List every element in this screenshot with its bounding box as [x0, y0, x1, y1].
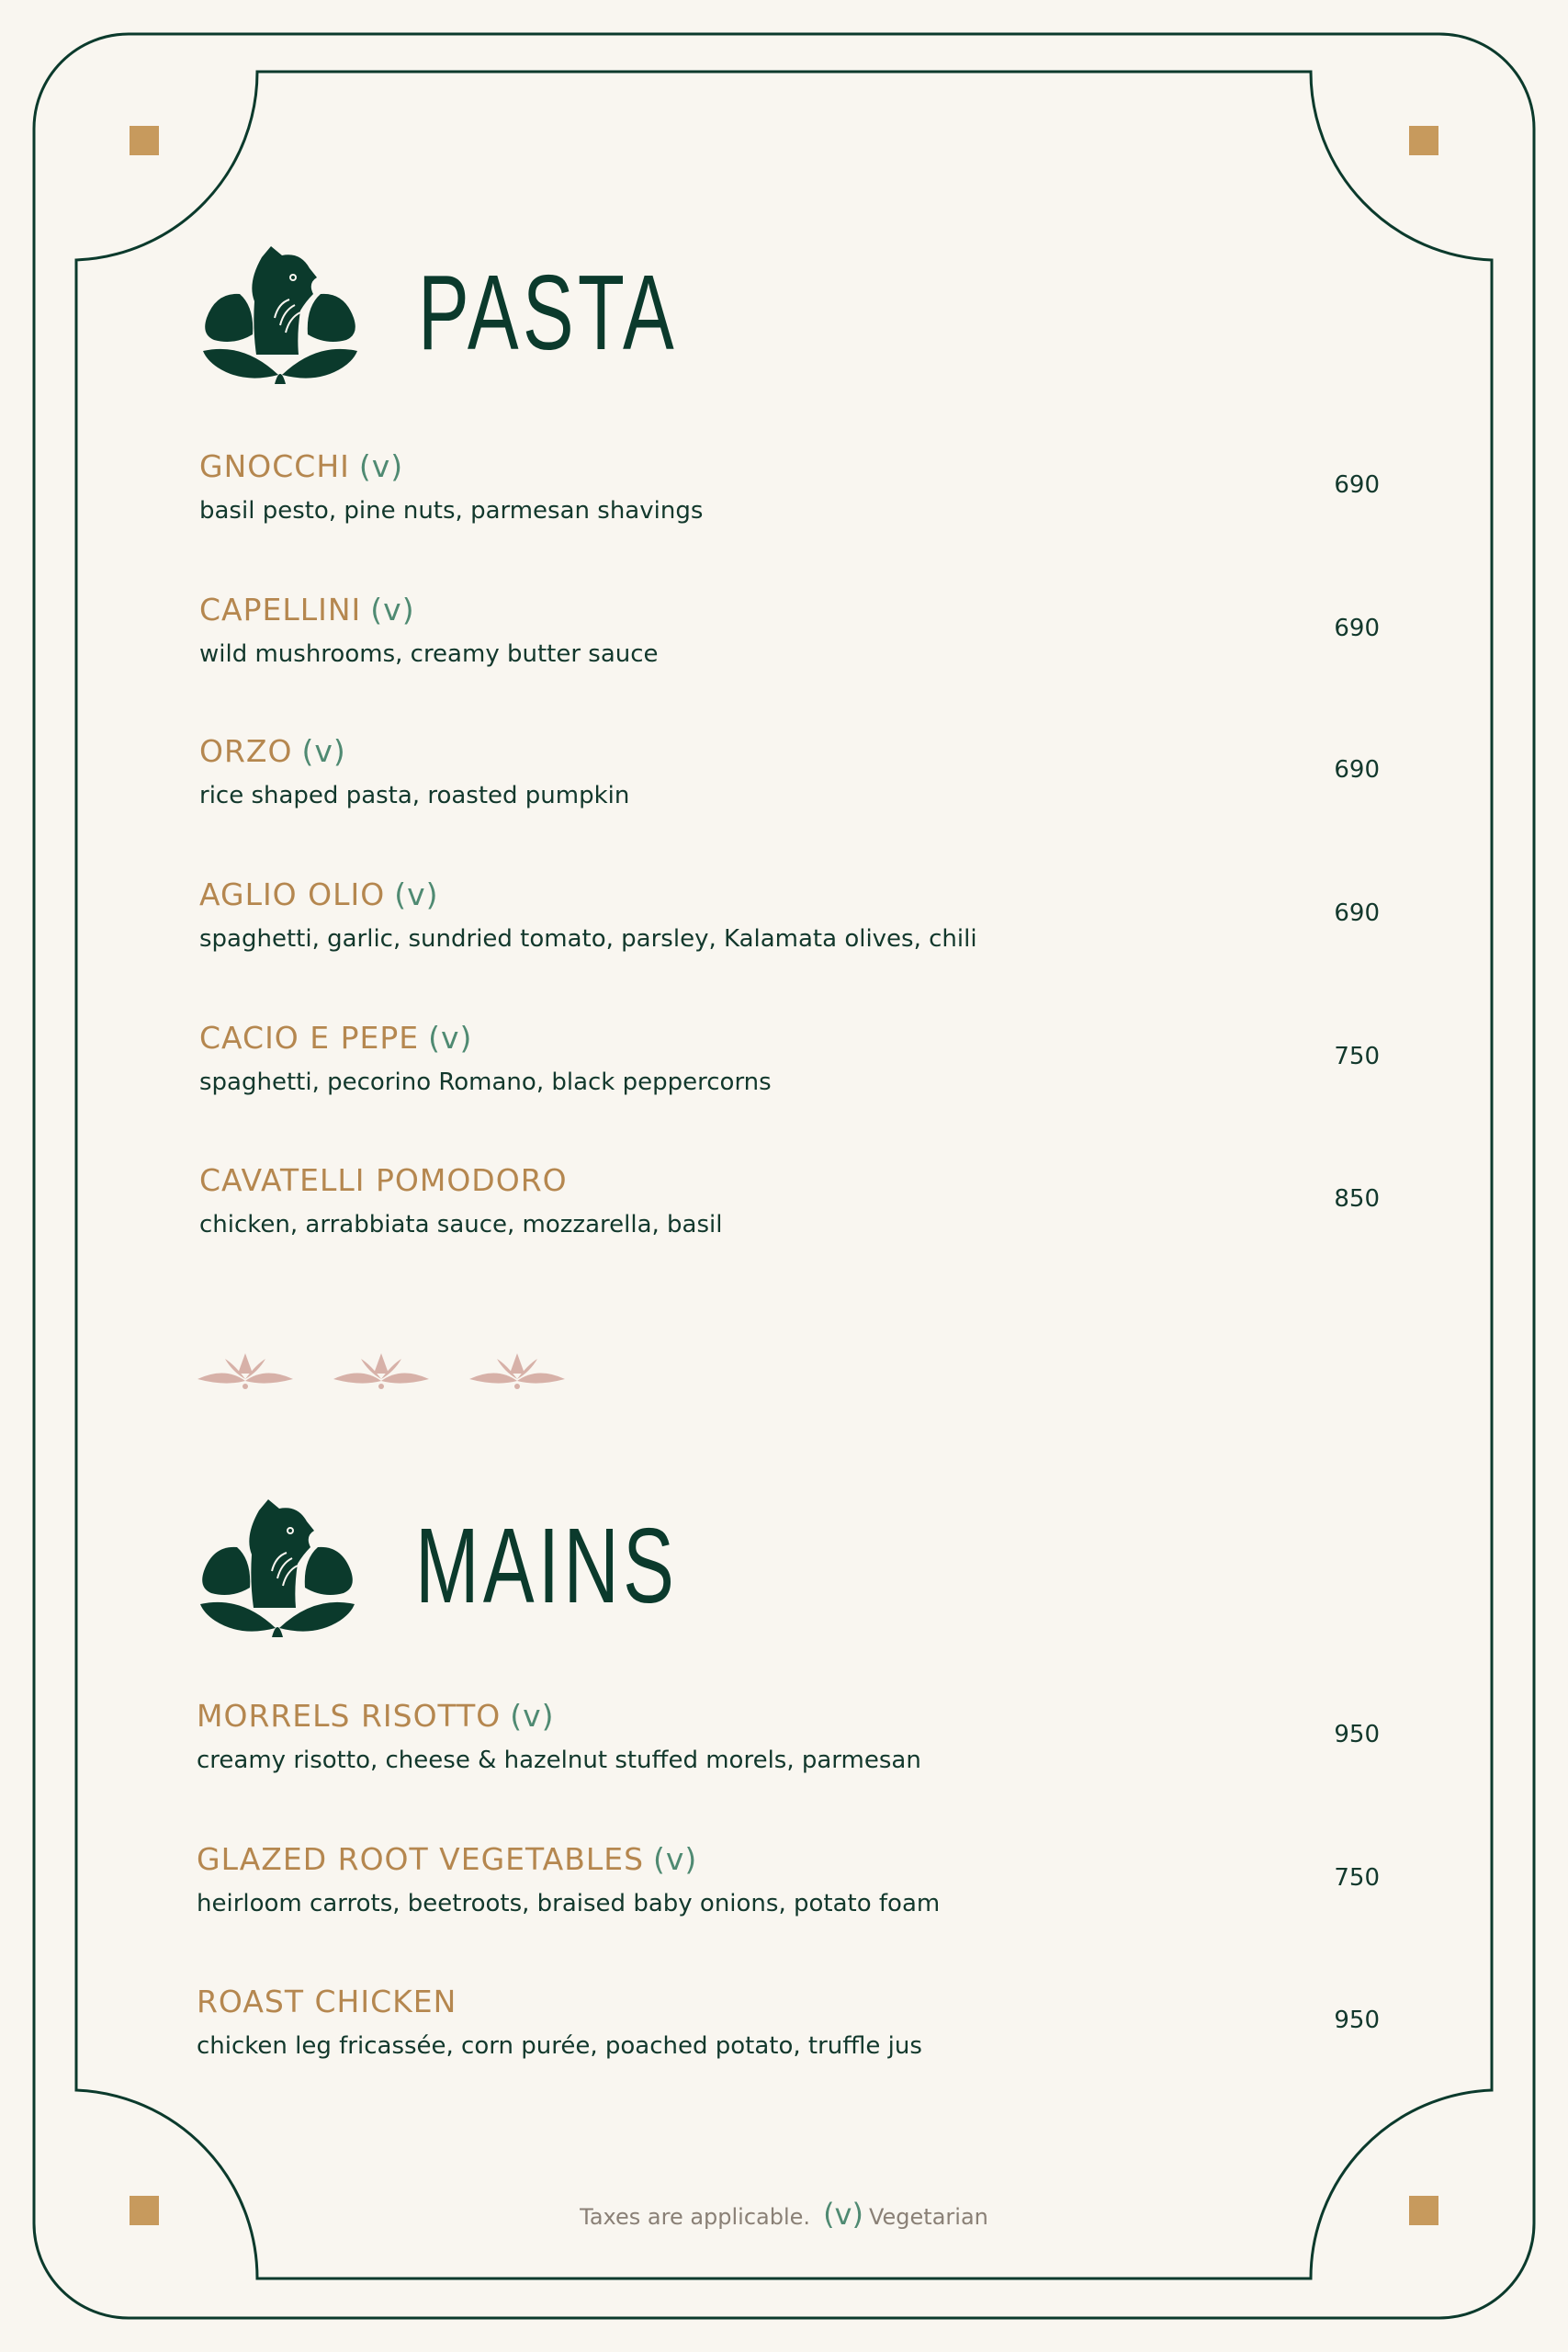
item-price: 750 [1334, 1043, 1380, 1070]
item-description: chicken leg fricassée, corn purée, poached potato, truffle jus [197, 2032, 922, 2060]
veg-legend-symbol: (v) [823, 2197, 863, 2232]
menu-item [199, 731, 1380, 832]
item-price: 690 [1334, 756, 1380, 784]
menu-item [197, 1839, 1380, 1940]
menu-item [199, 447, 1380, 548]
item-description: heirloom carrots, beetroots, braised baby onions, potato foam [197, 1890, 941, 1917]
veg-marker: (v) [358, 448, 404, 484]
menu-item [199, 1018, 1380, 1119]
ornament-divider [197, 1346, 583, 1401]
menu-item [199, 875, 1380, 976]
item-description: chicken, arrabbiata sauce, mozzarella, basil [199, 1211, 723, 1238]
veg-marker: (v) [301, 733, 346, 769]
item-price: 950 [1334, 1721, 1380, 1748]
item-price: 950 [1334, 2007, 1380, 2034]
section-title: PASTA [418, 253, 679, 372]
corner-square-icon [1409, 126, 1438, 155]
item-name: CAPELLINI (v) [199, 592, 415, 628]
menu-item [199, 1160, 1380, 1261]
item-name: ORZO (v) [199, 733, 346, 769]
veg-marker: (v) [653, 1841, 698, 1877]
item-price: 690 [1334, 899, 1380, 927]
veg-marker: (v) [394, 876, 439, 912]
veg-marker: (v) [370, 592, 415, 628]
veg-legend-label: Vegetarian [868, 2204, 988, 2230]
item-name: ROAST CHICKEN [197, 1984, 457, 2019]
veg-marker: (v) [428, 1020, 473, 1056]
item-price: 750 [1334, 1864, 1380, 1892]
item-name: AGLIO OLIO (v) [199, 876, 439, 912]
item-name: GLAZED ROOT VEGETABLES (v) [197, 1841, 698, 1877]
item-description: rice shaped pasta, roasted pumpkin [199, 782, 630, 809]
item-name: MORRELS RISOTTO (v) [197, 1698, 555, 1734]
item-price: 850 [1334, 1185, 1380, 1213]
veg-marker: (v) [510, 1698, 555, 1734]
item-description: wild mushrooms, creamy butter sauce [199, 640, 659, 668]
item-description: spaghetti, garlic, sundried tomato, parsley, Kalamata olives, chili [199, 925, 977, 953]
item-price: 690 [1334, 615, 1380, 642]
menu-item [197, 1696, 1380, 1797]
item-description: creamy risotto, cheese & hazelnut stuffed morels, parmesan [197, 1747, 921, 1774]
pasta-section-header [197, 246, 749, 393]
item-name: GNOCCHI (v) [199, 448, 404, 484]
item-price: 690 [1334, 471, 1380, 499]
menu-item [197, 1982, 1380, 2083]
item-name: CAVATELLI POMODORO [199, 1162, 568, 1198]
item-description: spaghetti, pecorino Romano, black peppercorns [199, 1069, 772, 1096]
section-title: MAINS [415, 1506, 679, 1625]
corner-square-icon [130, 126, 159, 155]
item-name: CACIO E PEPE (v) [199, 1020, 473, 1056]
mains-section-header [195, 1499, 764, 1646]
item-description: basil pesto, pine nuts, parmesan shavings [199, 497, 704, 525]
panther-lotus-emblem-icon [195, 1499, 360, 1639]
taxes-note: Taxes are applicable. [580, 2204, 811, 2230]
menu-item [199, 590, 1380, 691]
panther-lotus-emblem-icon [197, 246, 363, 386]
footer-note [0, 2196, 1568, 2235]
